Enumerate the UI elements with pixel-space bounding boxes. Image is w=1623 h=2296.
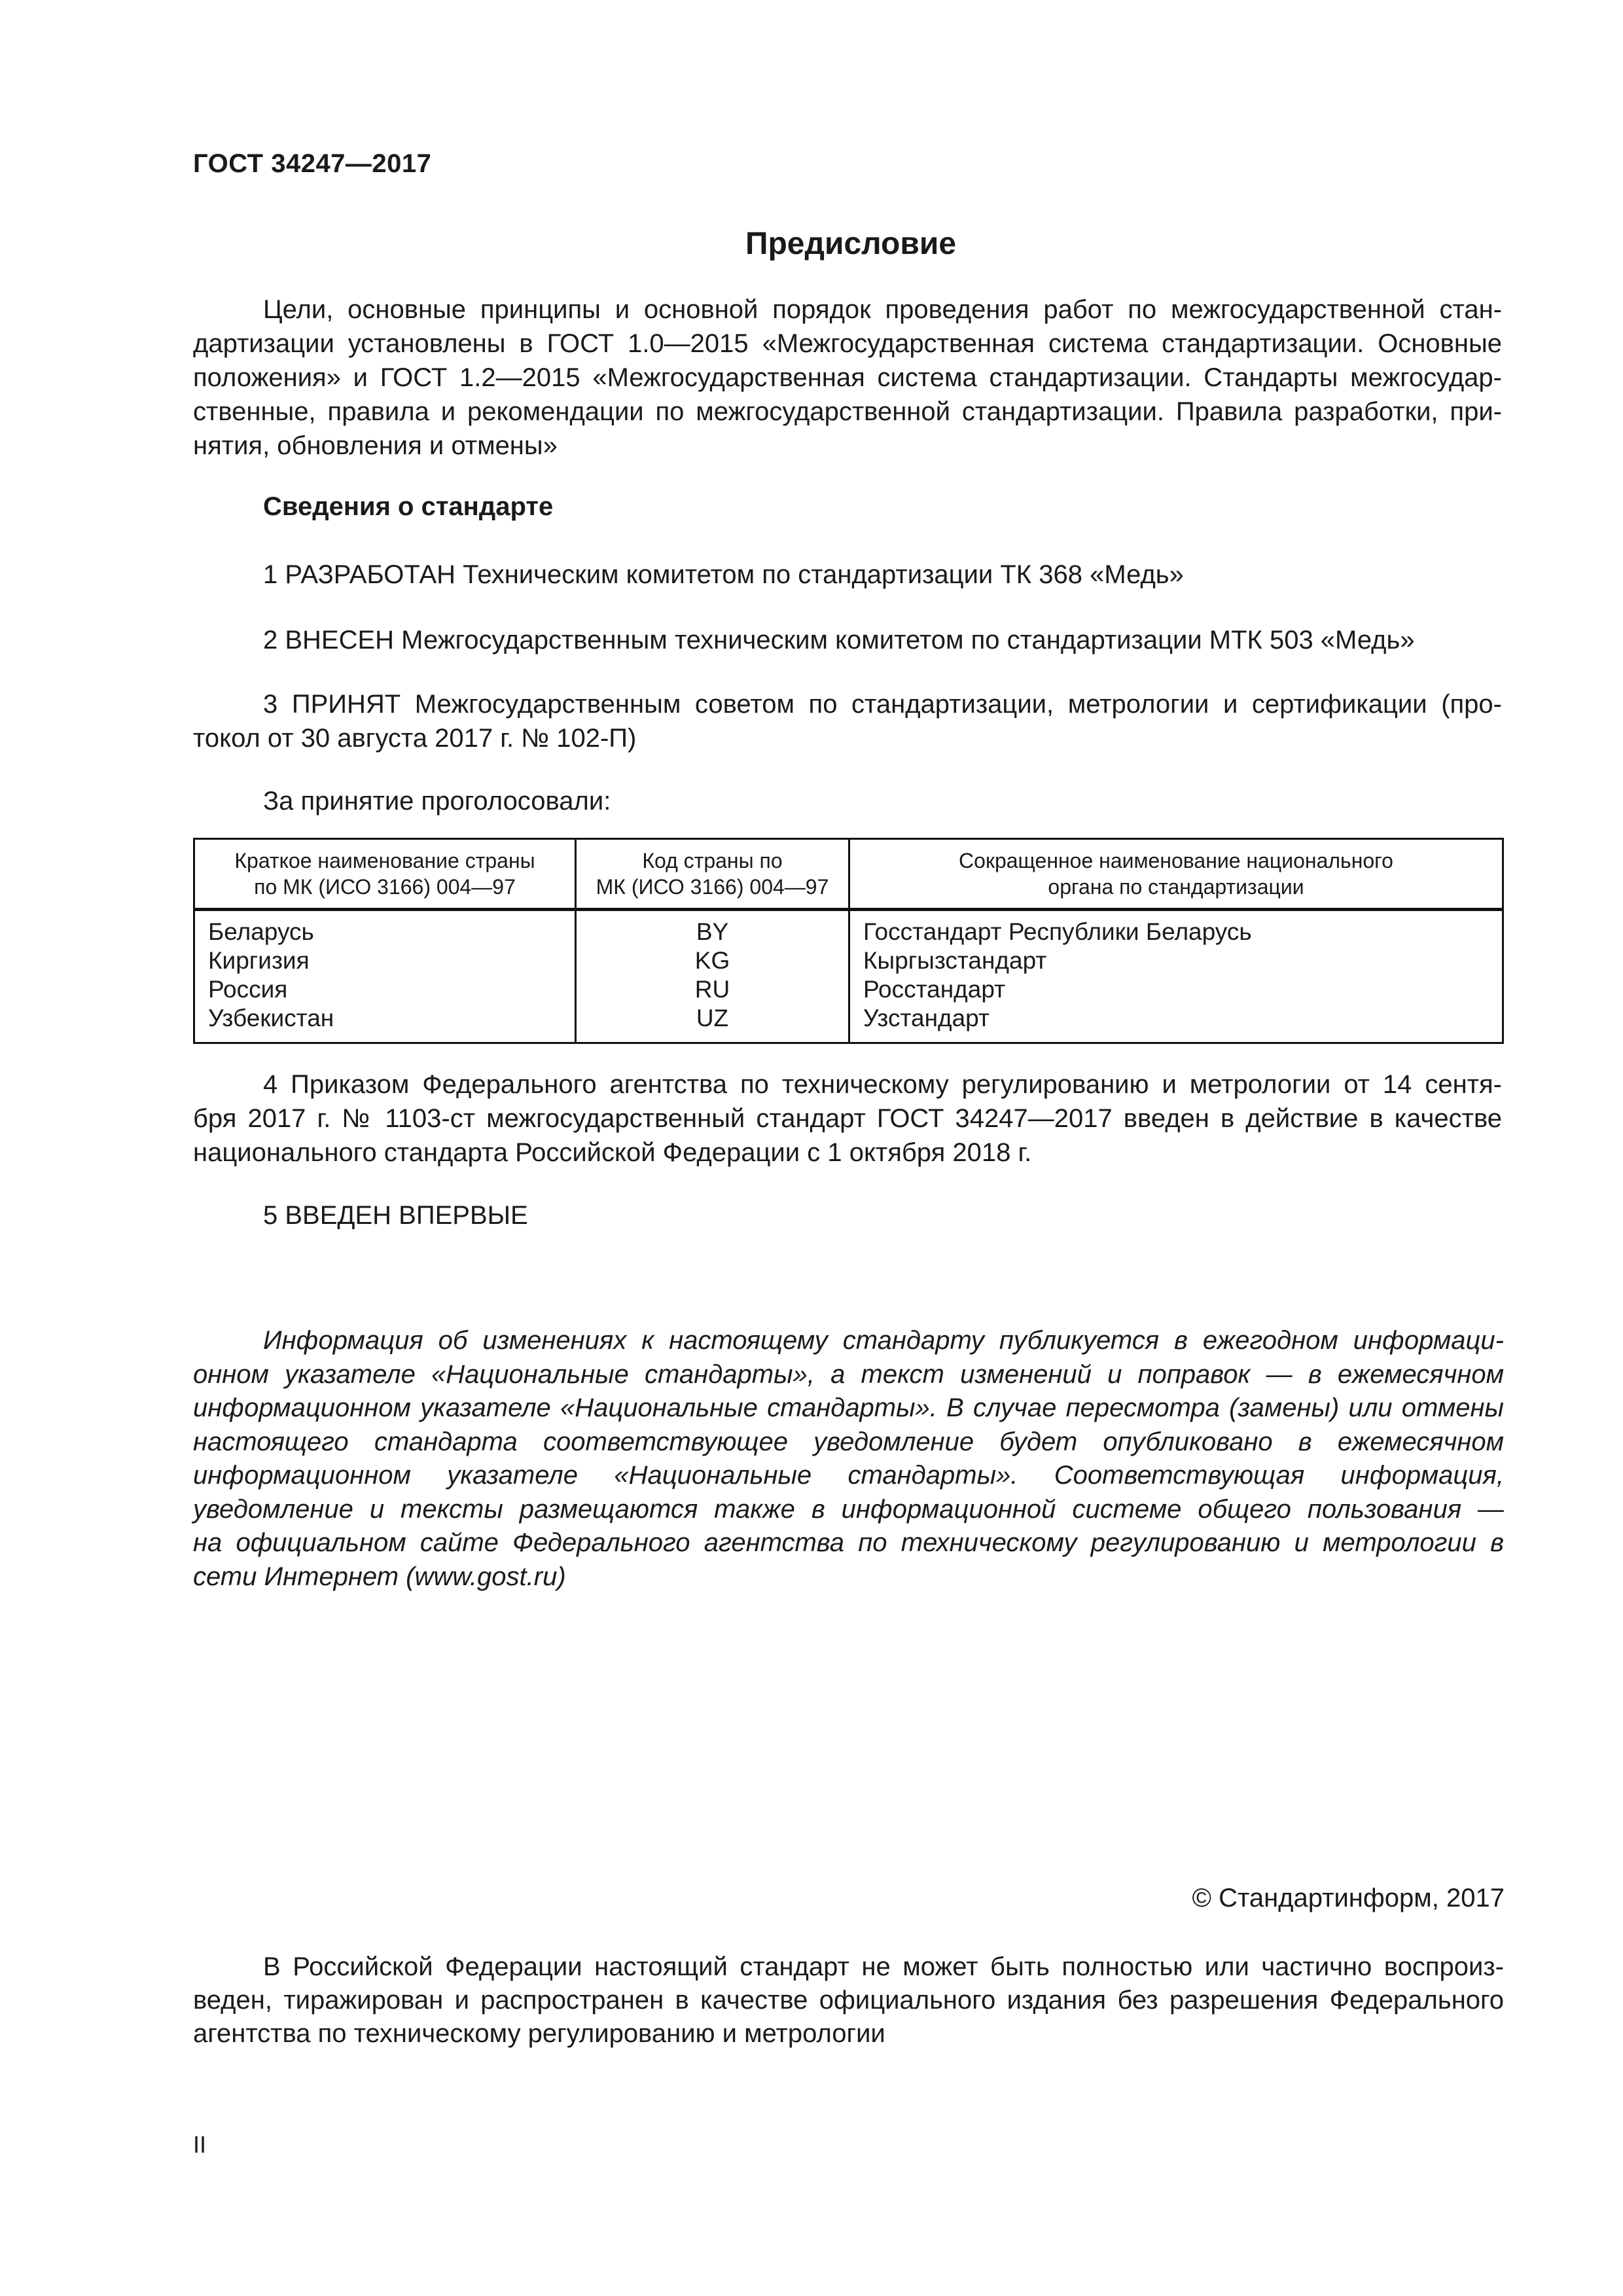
intro-line: Цели, основные принципы и основной порядок проведения работ по межгосударственной стан- xyxy=(263,295,1502,324)
item-introduced: 2 ВНЕСЕН Межгосударственным техническим комитетом по стандартизации МТК 503 «Медь» xyxy=(263,626,1415,655)
rights-line: веден, тиражирован и распространен в качестве официального издания без разрешения Федерального xyxy=(193,1986,1504,2015)
notice-line: Информация об изменениях к настоящему стандарту публикуется в ежегодном информаци- xyxy=(263,1326,1504,1355)
code-cell: BY KG RU UZ xyxy=(576,910,849,1043)
amendments-notice xyxy=(193,1324,1504,1594)
column-header-body: Сокращенное наименование национального органа по стандартизации xyxy=(849,839,1503,910)
intro-line: ственные, правила и рекомендации по межгосударственной стандартизации. Правила разработки, при- xyxy=(193,397,1502,426)
notice-line: на официальном сайте Федерального агентства по техническому регулированию и метрологии в xyxy=(193,1528,1504,1557)
table-row xyxy=(194,910,1503,1043)
item-line: токол от 30 августа 2017 г. № 102-П) xyxy=(193,724,637,753)
notice-line: информационном указателе «Национальные стандарты». Соответствующая информация, xyxy=(193,1461,1504,1490)
notice-line: уведомление и тексты размещаются также в информационной системе общего пользования — xyxy=(193,1494,1504,1524)
column-header-country: Краткое наименование страны по МК (ИСО 3166) 004—97 xyxy=(194,839,576,910)
item-developed: 1 РАЗРАБОТАН Техническим комитетом по стандартизации ТК 368 «Медь» xyxy=(263,560,1184,589)
copyright-notice: © Стандартинформ, 2017 xyxy=(1192,1884,1505,1912)
body-cell: Госстандарт Республики Беларусь Кыргызстандарт Росстандарт Узстандарт xyxy=(849,910,1503,1043)
column-header-code: Код страны по МК (ИСО 3166) 004—97 xyxy=(576,839,849,910)
notice-line: информационном указателе «Национальные стандарты». В случае пересмотра (замены) или отмены xyxy=(193,1393,1504,1422)
rights-line: В Российской Федерации настоящий стандарт не может быть полностью или частично воспроиз- xyxy=(263,1952,1504,1981)
country-cell: Беларусь Киргизия Россия Узбекистан xyxy=(194,910,576,1043)
voted-label: За принятие проголосовали: xyxy=(263,787,611,816)
item-line: 3 ПРИНЯТ Межгосударственным советом по стандартизации, метрологии и сертификации (про- xyxy=(263,690,1502,719)
intro-paragraph xyxy=(193,293,1502,463)
info-heading: Сведения о стандарте xyxy=(263,492,554,521)
item-line: бря 2017 г. № 1103-ст межгосударственный стандарт ГОСТ 34247—2017 введен в действие в качестве xyxy=(193,1104,1502,1133)
item-line: 4 Приказом Федерального агентства по техническому регулированию и метрологии от 14 сентя- xyxy=(263,1070,1502,1099)
notice-line: сети Интернет (www.gost.ru) xyxy=(193,1562,566,1591)
intro-line: положения» и ГОСТ 1.2—2015 «Межгосударственная система стандартизации. Стандарты межгосудар- xyxy=(193,363,1502,392)
document-code: ГОСТ 34247—2017 xyxy=(193,149,432,178)
item-adopted xyxy=(193,687,1502,755)
voting-table xyxy=(193,838,1504,1044)
item-first-introduced: 5 ВВЕДЕН ВПЕРВЫЕ xyxy=(263,1201,528,1230)
notice-line: онном указателе «Национальные стандарты», а текст изменений и поправок — в ежемесячном xyxy=(193,1359,1504,1389)
notice-line: настоящего стандарта соответствующее уведомление будет опубликовано в ежемесячном xyxy=(193,1427,1504,1456)
page-title: Предисловие xyxy=(745,226,957,261)
intro-line: дартизации установлены в ГОСТ 1.0—2015 «Межгосударственная система стандартизации. Основные xyxy=(193,329,1502,358)
page-number: II xyxy=(193,2131,207,2158)
rights-notice xyxy=(193,1950,1504,2051)
item-line: национального стандарта Российской Федерации с 1 октября 2018 г. xyxy=(193,1138,1032,1167)
item-order xyxy=(193,1067,1502,1170)
rights-line: агентства по техническому регулированию и метрологии xyxy=(193,2019,885,2048)
intro-line: нятия, обновления и отмены» xyxy=(193,431,558,460)
